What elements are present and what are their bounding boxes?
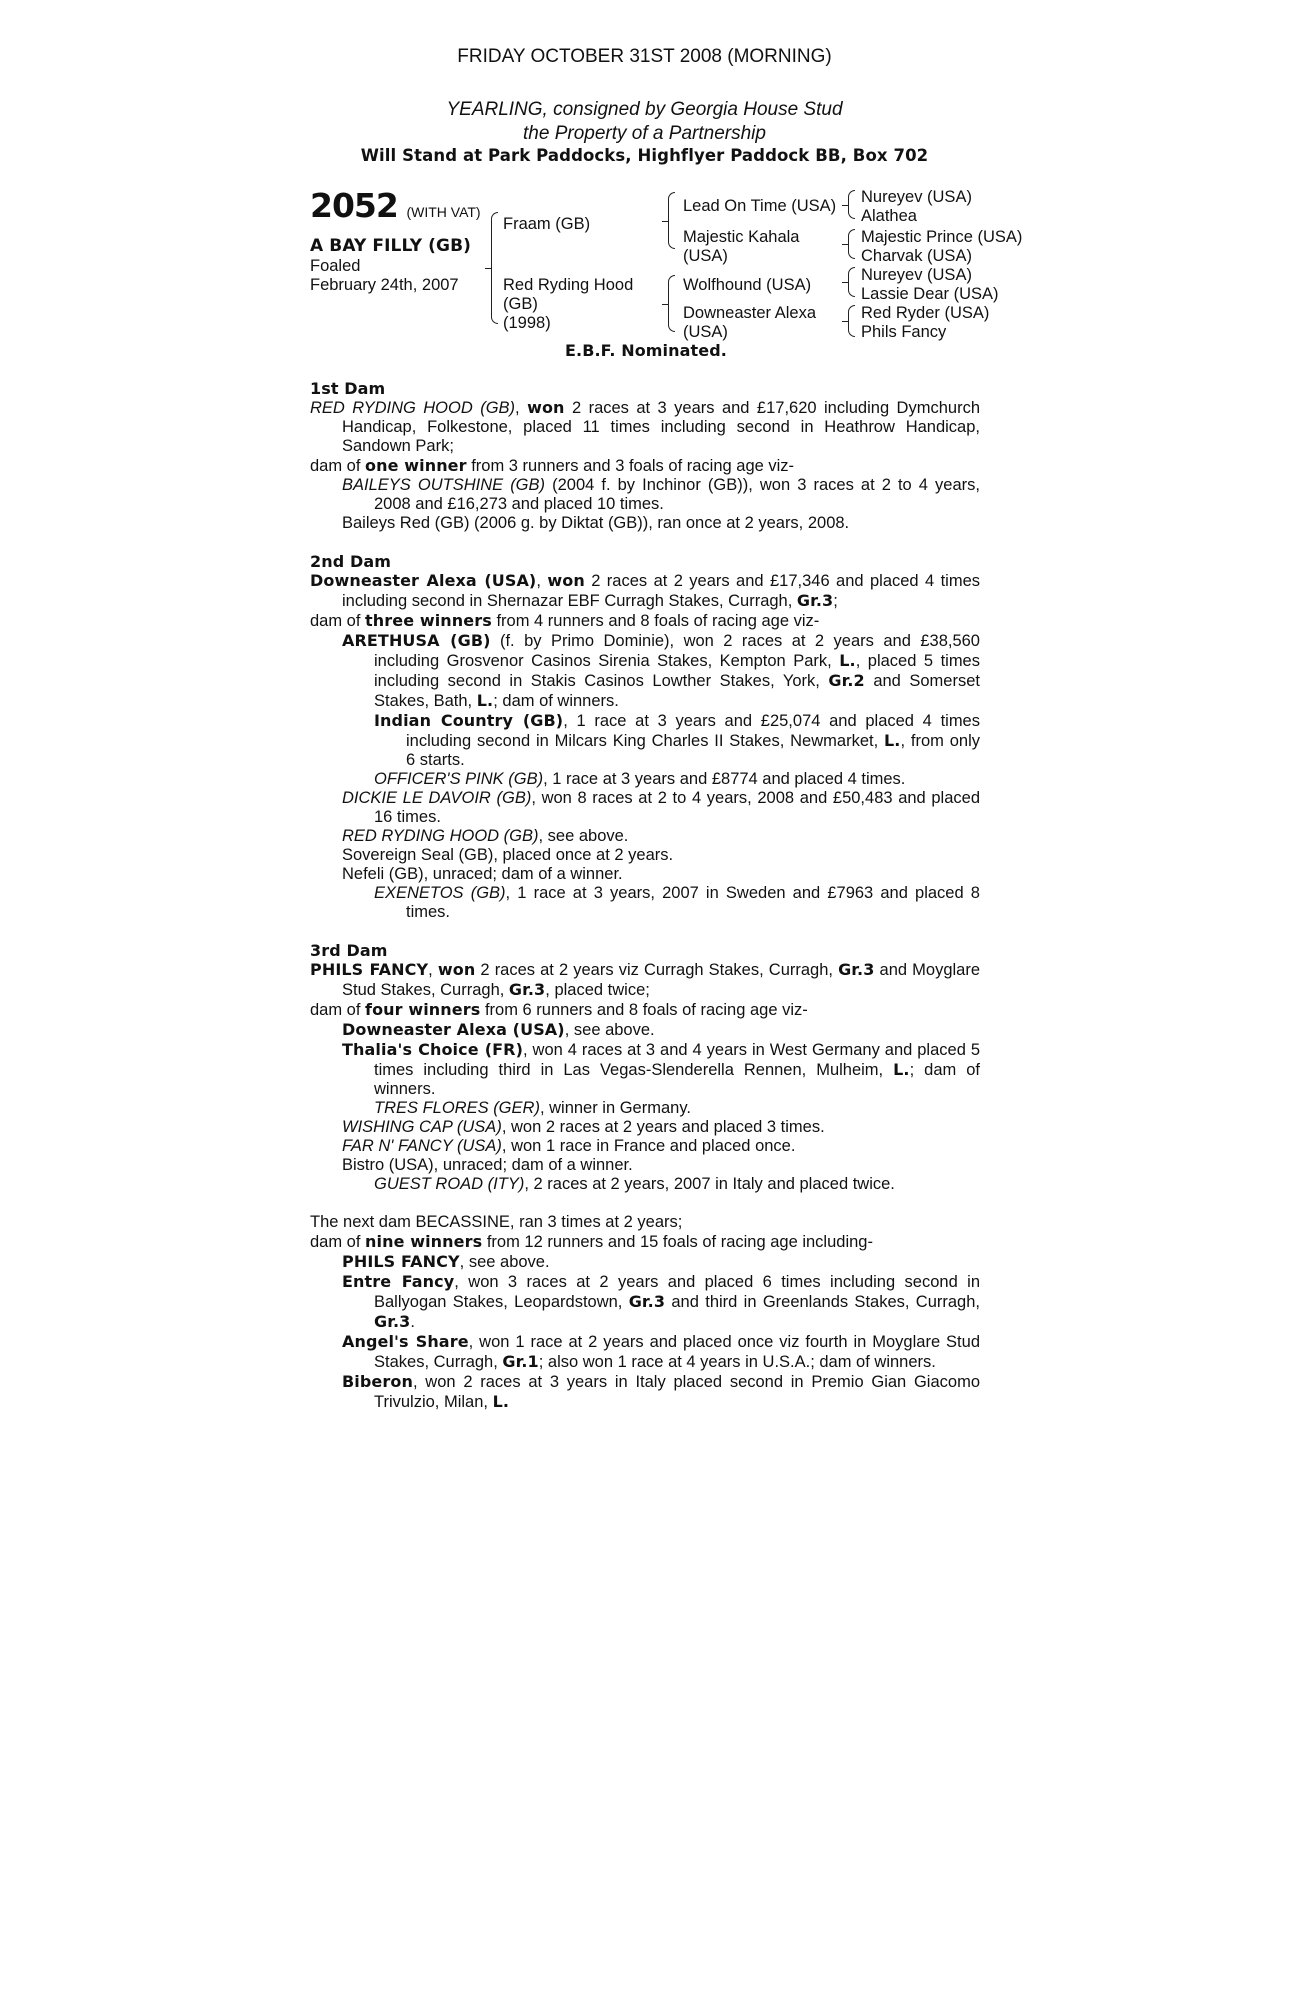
produce-text: , 2 races at 2 years, 2007 in Italy and placed twice. <box>524 1175 895 1193</box>
produce-nefeli: Nefeli (GB), unraced; dam of a winner. <box>342 865 623 883</box>
produce-name: BAILEYS OUTSHINE (GB) <box>342 476 546 494</box>
pedigree-g3-4: Charvak (USA) <box>861 247 972 265</box>
produce-text: , 1 race at 3 years and £8774 and placed 4 times. <box>543 770 906 788</box>
produce-name: RED RYDING HOOD (GB) <box>342 827 539 845</box>
produce-text: , winner in Germany. <box>539 1099 691 1117</box>
produce-angels-share <box>342 1332 980 1372</box>
third-dam-text: 2 races at 2 years viz Curragh Stakes, Curragh, <box>475 961 839 979</box>
produce-dickie-le-davoir <box>342 789 980 827</box>
pedigree-brace-g2 <box>848 229 855 259</box>
produce-sovereign-seal: Sovereign Seal (GB), placed once at 2 years. <box>342 846 674 864</box>
produce-name: Indian Country (GB) <box>374 711 564 730</box>
consignor-line: YEARLING, consigned by Georgia House Stud <box>446 99 843 120</box>
third-dam-runners: from 6 runners and 8 foals of racing age viz- <box>480 1001 808 1019</box>
lot-number: 2052 <box>310 186 398 225</box>
produce-text: , won 4 races at 3 and 4 years in West Germany and placed 5 times including third in Las Vegas-Slenderella Rennen, Mulheim, <box>374 1041 981 1079</box>
produce-officers-pink <box>374 770 980 789</box>
listed-grade: L. <box>884 731 901 750</box>
first-dam-won: won <box>527 398 565 417</box>
produce-phils-fancy <box>342 1252 980 1272</box>
pedigree-dam-dam-line2: (USA) <box>683 323 728 341</box>
first-dam-runners: from 3 runners and 3 foals of racing age viz- <box>466 457 795 475</box>
property-line: the Property of a Partnership <box>523 123 766 144</box>
produce-text: , placed 5 times including second in Stakis Casinos Lowther Stakes, York, <box>374 652 980 690</box>
second-dam-dam-of: dam of <box>310 612 366 630</box>
third-dam-heading: 3rd Dam <box>310 941 388 960</box>
second-dam-produce-summary <box>310 611 980 631</box>
produce-name: Angel's Share <box>342 1332 469 1351</box>
pedigree-dam-sire: Wolfhound (USA) <box>683 276 812 294</box>
first-dam-produce-2: Baileys Red (GB) (2006 g. by Diktat (GB)), ran once at 2 years, 2008. <box>342 514 850 532</box>
second-dam-text: 2 races at 2 years and £17,346 and placed 4 times including second in Shernazar EBF Curragh Stakes, Curragh, <box>342 572 980 610</box>
produce-name: GUEST ROAD (ITY) <box>374 1175 525 1193</box>
produce-name: ARETHUSA (GB) <box>342 631 491 650</box>
third-dam-text: and Moyglare Stud Stakes, Curragh, <box>342 961 981 999</box>
produce-text: , see above. <box>538 827 629 845</box>
pedigree-brace-g3 <box>848 267 855 297</box>
pedigree-g3-5: Nureyev (USA) <box>861 266 972 284</box>
pedigree-g3-6: Lassie Dear (USA) <box>861 285 999 303</box>
group-grade: Gr.3 <box>628 1292 666 1311</box>
second-dam-text-end: ; <box>833 592 838 610</box>
listed-grade: L. <box>492 1392 510 1411</box>
foaled-label: Foaled <box>310 257 361 275</box>
pedigree-sire: Fraam (GB) <box>503 215 591 233</box>
produce-name: Biberon <box>342 1372 413 1391</box>
next-dam-line: The next dam BECASSINE, ran 3 times at 2 years; <box>310 1213 683 1231</box>
second-dam-won: won <box>547 571 585 590</box>
second-dam-winners: three winners <box>365 611 492 630</box>
second-dam-heading: 2nd Dam <box>310 552 391 571</box>
pedigree-g3-1: Nureyev (USA) <box>861 188 972 206</box>
next-dam-runners: from 12 runners and 15 foals of racing age including- <box>482 1233 873 1251</box>
first-dam-heading: 1st Dam <box>310 379 386 398</box>
produce-name: TRES FLORES (GER) <box>374 1099 540 1117</box>
pedigree-g3-8: Phils Fancy <box>861 323 947 341</box>
produce-text: (f. by Primo Dominie), won 2 races at 2 years and £38,560 including Grosvenor Casinos Sirenia Stakes, Kempton Park, <box>374 632 980 670</box>
group-grade: Gr.1 <box>502 1352 539 1371</box>
first-dam-produce-1 <box>342 476 980 514</box>
first-dam-record: RED RYDING HOOD (GB), won 2 races at 3 years and £17,620 including Dymchurch Handicap, Folkestone, placed 11 times including second in Heathrow Handicap, Sandown Park; <box>310 398 980 455</box>
first-dam-produce-summary <box>310 456 980 476</box>
first-dam-name: RED RYDING HOOD (GB) <box>310 399 516 417</box>
third-dam-winners: four winners <box>365 1000 481 1019</box>
produce-text: (2004 f. by Inchinor (GB)), won 3 races at 2 to 4 years, 2008 and £16,273 and placed 10 times. <box>374 476 980 513</box>
ebf-nominated: E.B.F. Nominated. <box>565 341 727 360</box>
third-dam-name: PHILS FANCY <box>310 960 429 979</box>
listed-grade: L. <box>476 691 494 710</box>
first-dam-text: 2 races at 3 years and £17,620 including Dymchurch Handicap, Folkestone, placed 11 times including second in Heathrow Handicap, Sandown Park; <box>342 399 980 455</box>
pedigree-dam-dam-line1: Downeaster Alexa <box>683 304 816 322</box>
third-dam-dam-of: dam of <box>310 1001 366 1019</box>
produce-text: , won 3 races at 2 years and placed 6 times including second in Ballyogan Stakes, Leopardstown, <box>374 1273 981 1311</box>
group-grade: Gr.3 <box>508 980 546 999</box>
third-dam-record: PHILS FANCY, won 2 races at 2 years viz Curragh Stakes, Curragh, Gr.3 and Moyglare Stud Stakes, Curragh, Gr.3, placed twice; <box>310 960 981 999</box>
produce-text: , 1 race at 3 years and £25,074 and placed 4 times including second in Milcars King Charles II Stakes, Newmarket, <box>406 712 980 750</box>
vat-note: (WITH VAT) <box>406 204 481 220</box>
second-dam-record: Downeaster Alexa (USA), won 2 races at 2 years and £17,346 and placed 4 times including second in Shernazar EBF Curragh Stakes, Curragh, Gr.3; <box>310 571 980 610</box>
produce-text: ; also won 1 race at 4 years in U.S.A.; dam of winners. <box>538 1353 936 1371</box>
produce-indian-country <box>374 711 980 770</box>
next-dam-winners: nine winners <box>365 1232 483 1251</box>
produce-name: OFFICER'S PINK (GB) <box>374 770 544 788</box>
produce-bistro: Bistro (USA), unraced; dam of a winner. <box>342 1156 633 1174</box>
produce-name: PHILS FANCY <box>342 1252 460 1271</box>
pedigree-brace-g1 <box>848 190 855 219</box>
pedigree-dam-line1: Red Ryding Hood <box>503 276 634 294</box>
produce-text: , from only 6 starts. <box>406 732 980 769</box>
pedigree-g3-2: Alathea <box>861 207 917 225</box>
listed-grade: L. <box>893 1060 910 1079</box>
produce-tres-flores <box>374 1099 980 1118</box>
produce-thalias-choice <box>342 1040 980 1099</box>
first-dam-winners: one winner <box>365 456 467 475</box>
pedigree-brace-parents <box>491 212 498 324</box>
third-dam-produce-summary <box>310 1000 980 1020</box>
pedigree-sire-dam-line2: (USA) <box>683 247 728 265</box>
produce-biberon <box>342 1372 980 1412</box>
produce-text: and third in Greenlands Stakes, Curragh, <box>665 1293 980 1311</box>
produce-red-ryding-hood <box>342 827 980 846</box>
group-grade: Gr.3 <box>374 1312 411 1331</box>
lot-block <box>310 188 481 224</box>
produce-text: ; dam of winners. <box>493 692 619 710</box>
pedigree-g3-3: Majestic Prince (USA) <box>861 228 1023 246</box>
produce-name: Entre Fancy <box>342 1272 455 1291</box>
produce-name: WISHING CAP (USA) <box>342 1118 502 1136</box>
produce-name: Thalia's Choice (FR) <box>342 1040 523 1059</box>
produce-text: , see above. <box>459 1253 550 1271</box>
third-dam-text: , placed twice; <box>545 981 650 999</box>
stand-line: Will Stand at Park Paddocks, Highflyer Paddock BB, Box 702 <box>360 146 929 165</box>
produce-arethusa <box>342 631 980 711</box>
produce-text: , 1 race at 3 years, 2007 in Sweden and £7963 and placed 8 times. <box>406 884 980 921</box>
pedigree-dam-line3: (1998) <box>503 314 551 332</box>
produce-name: DICKIE LE DAVOIR (GB) <box>342 789 532 807</box>
next-dam-produce-summary <box>310 1232 980 1252</box>
pedigree-sire-sire: Lead On Time (USA) <box>683 197 837 215</box>
produce-name: FAR N' FANCY (USA) <box>342 1137 502 1155</box>
pedigree-brace-g4 <box>848 305 855 337</box>
second-dam-name: Downeaster Alexa (USA) <box>310 571 537 590</box>
group-grade: Gr.3 <box>838 960 875 979</box>
group-grade: Gr.3 <box>796 591 834 610</box>
produce-exenetos <box>374 884 980 922</box>
listed-grade: L. <box>839 651 856 670</box>
third-dam-won: won <box>437 960 476 979</box>
produce-text: , won 1 race at 2 years and placed once viz fourth in Moyglare Stud Stakes, Curragh, <box>374 1333 980 1371</box>
next-dam-dam-of: dam of <box>310 1233 366 1251</box>
produce-far-n-fancy <box>342 1137 980 1156</box>
produce-text: , won 2 races at 2 years and placed 3 times. <box>501 1118 825 1136</box>
group-grade: Gr.2 <box>828 671 865 690</box>
produce-text: , see above. <box>564 1021 655 1039</box>
first-dam-dam-of: dam of <box>310 457 366 475</box>
produce-name: Downeaster Alexa (USA) <box>342 1020 565 1039</box>
produce-text: , won 2 races at 3 years in Italy placed second in Premio Gian Giacomo Trivulzio, Milan, <box>374 1373 980 1411</box>
produce-text: , won 1 race in France and placed once. <box>501 1137 796 1155</box>
produce-text: ; dam of winners. <box>374 1061 980 1098</box>
pedigree-sire-dam-line1: Majestic Kahala <box>683 228 800 246</box>
pedigree-brace-dam <box>668 275 675 332</box>
pedigree-g3-7: Red Ryder (USA) <box>861 304 990 322</box>
produce-entre-fancy <box>342 1272 980 1332</box>
sale-date: FRIDAY OCTOBER 31ST 2008 (MORNING) <box>457 46 832 67</box>
produce-wishing-cap <box>342 1118 980 1137</box>
produce-name: EXENETOS (GB) <box>374 884 506 902</box>
dam-details <box>310 379 980 1412</box>
produce-text: , won 8 races at 2 to 4 years, 2008 and £50,483 and placed 16 times. <box>374 789 981 826</box>
produce-text: and Somerset Stakes, Bath, <box>374 672 980 710</box>
pedigree-dam-line2: (GB) <box>503 295 538 313</box>
foaled-date: February 24th, 2007 <box>310 276 459 294</box>
produce-guest-road <box>374 1175 980 1194</box>
pedigree-brace-sire <box>668 192 675 249</box>
produce-text: . <box>410 1313 415 1331</box>
second-dam-runners: from 4 runners and 8 foals of racing age viz- <box>491 612 820 630</box>
produce-downeaster-alexa <box>342 1020 980 1040</box>
lot-description: A BAY FILLY (GB) <box>310 236 472 256</box>
